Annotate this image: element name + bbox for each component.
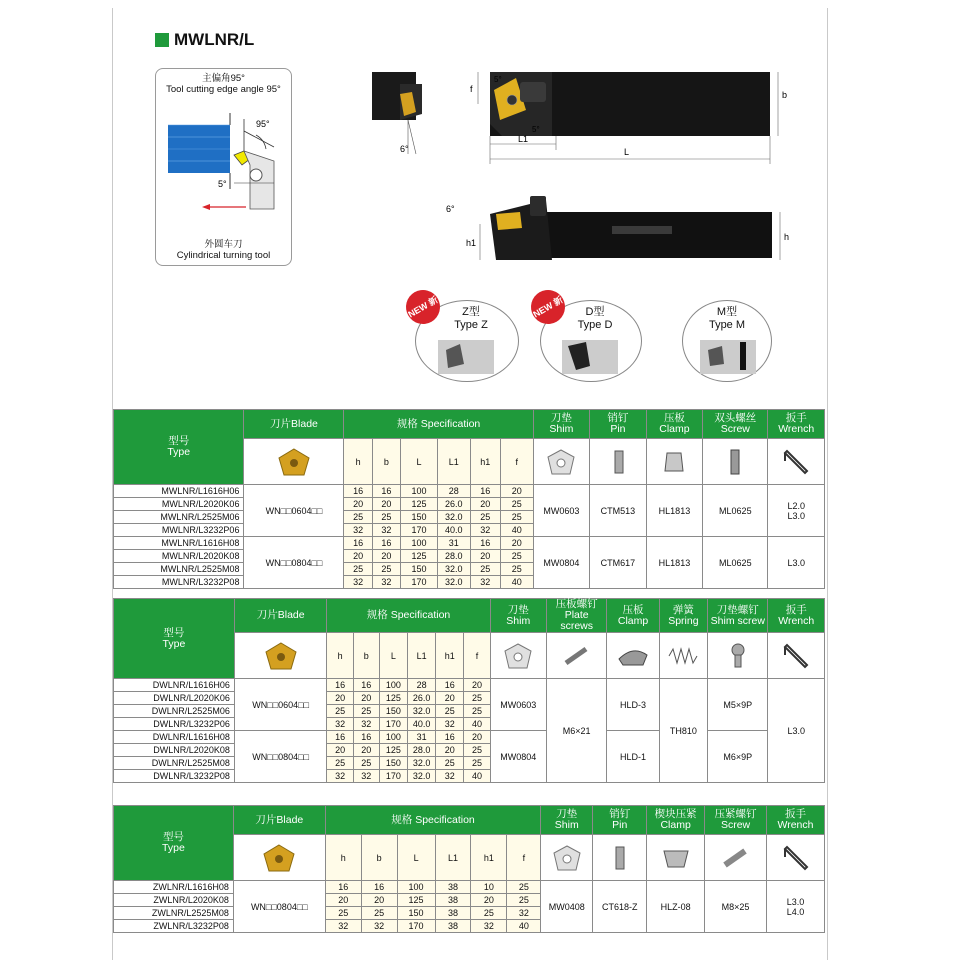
table-zwlnr-body [114, 881, 825, 933]
spec-b: 25 [353, 705, 379, 718]
spec-f: 25 [464, 757, 490, 770]
spec-h1: 32 [436, 770, 464, 783]
type-code: ZWLNR/L2020K08 [114, 894, 234, 907]
spec-h: 16 [325, 881, 361, 894]
spec-h1: 20 [436, 744, 464, 757]
table-dwlnr [113, 598, 825, 783]
col-L: L [401, 439, 438, 485]
type-header: 型号 Type [114, 806, 234, 881]
spec-b: 16 [353, 731, 379, 744]
spec-L1: 32.0 [437, 511, 470, 524]
screw-icon [705, 835, 767, 881]
type-code: MWLNR/L3232P06 [114, 524, 244, 537]
spec-h: 32 [327, 718, 353, 731]
shim-code: MW0603 [490, 679, 546, 731]
title-marker [155, 33, 169, 47]
spec-h: 25 [327, 757, 353, 770]
spec-h: 25 [344, 563, 372, 576]
table-mwlnr-body [114, 485, 825, 589]
spec-h: 20 [344, 498, 372, 511]
spec-L: 125 [379, 744, 407, 757]
shim-screw-icon [708, 633, 768, 679]
spec-f: 25 [464, 744, 490, 757]
plate-screw-icon [546, 633, 606, 679]
spec-L1: 40.0 [408, 718, 436, 731]
spec-h1: 20 [436, 692, 464, 705]
spec-h: 16 [344, 485, 372, 498]
spec-L: 100 [401, 537, 438, 550]
col-h: h [344, 439, 372, 485]
spec-f: 25 [464, 705, 490, 718]
shim-icon [490, 633, 546, 679]
wrench-header: 扳手 Wrench [768, 599, 825, 633]
blade-code: WN□□0804□□ [233, 881, 325, 933]
spec-L: 100 [379, 731, 407, 744]
col-f: f [464, 633, 490, 679]
spec-h1: 20 [471, 894, 507, 907]
pin-icon [590, 439, 647, 485]
col-b: b [353, 633, 379, 679]
col-L: L [397, 835, 435, 881]
type-header: 型号 Type [114, 410, 244, 485]
wrench-header: 扳手 Wrench [767, 806, 825, 835]
spec-f: 25 [507, 881, 541, 894]
spec-L: 170 [397, 920, 435, 933]
spec-L: 150 [397, 907, 435, 920]
spec-L: 125 [401, 550, 438, 563]
spec-h: 16 [327, 679, 353, 692]
col-h1: h1 [470, 439, 500, 485]
spec-f: 32 [507, 907, 541, 920]
type-z-en: Type Z [454, 319, 488, 331]
spec-L1: 32.0 [408, 770, 436, 783]
plate-screws-header: 压板螺钉 Plate screws [546, 599, 606, 633]
clamp-header: 压板 Clamp [607, 599, 659, 633]
spec-b: 32 [372, 576, 400, 589]
spec-h1: 20 [470, 498, 500, 511]
shim-header: 刀垫 Shim [490, 599, 546, 633]
spec-header: 规格 Specification [327, 599, 490, 633]
table-row [114, 537, 825, 550]
spec-h1: 25 [436, 757, 464, 770]
spec-b: 25 [372, 563, 400, 576]
table-mwlnr [113, 409, 825, 589]
col-L1: L1 [437, 439, 470, 485]
spec-L1: 38 [435, 907, 471, 920]
type-code: DWLNR/L2020K08 [114, 744, 235, 757]
spec-h1: 25 [470, 563, 500, 576]
shim-header: 刀垫 Shim [541, 806, 593, 835]
spec-f: 40 [464, 770, 490, 783]
spec-b: 20 [372, 550, 400, 563]
pin-code: CT618-Z [593, 881, 647, 933]
cutting-angle-detail [155, 68, 292, 266]
type-m-en: Type M [708, 319, 746, 331]
dim-f: f [470, 84, 473, 94]
spec-f: 25 [501, 511, 534, 524]
type-code: DWLNR/L3232P08 [114, 770, 235, 783]
wedge-clamp-icon [647, 835, 705, 881]
type-code: MWLNR/L2020K06 [114, 498, 244, 511]
type-code: DWLNR/L2525M08 [114, 757, 235, 770]
spec-h: 16 [344, 537, 372, 550]
type-code: ZWLNR/L1616H08 [114, 881, 234, 894]
type-code: DWLNR/L1616H06 [114, 679, 235, 692]
spec-L: 170 [401, 576, 438, 589]
spec-b: 16 [372, 537, 400, 550]
spec-L: 100 [379, 679, 407, 692]
blade-code: WN□□0604□□ [234, 679, 327, 731]
spec-f: 25 [501, 563, 534, 576]
angle-5-label: 5° [218, 179, 227, 189]
dim-h: h [784, 232, 790, 242]
screw-icon [703, 439, 768, 485]
type-z-cn: Z型 [462, 306, 480, 318]
spec-header: 规格 Specification [344, 410, 533, 439]
spec-b: 20 [372, 498, 400, 511]
spec-L1: 38 [435, 920, 471, 933]
type-code: ZWLNR/L3232P08 [114, 920, 234, 933]
shim-screw-header: 刀垫螺钉 Shim screw [708, 599, 768, 633]
spec-b: 16 [353, 679, 379, 692]
type-z-icon [432, 336, 502, 376]
screw-code: ML0625 [703, 485, 768, 537]
spec-L: 150 [401, 511, 438, 524]
spec-h1: 32 [470, 524, 500, 537]
spec-L: 170 [401, 524, 438, 537]
spec-h: 32 [325, 920, 361, 933]
type-d-cn: D型 [585, 306, 605, 318]
spec-L1: 28 [437, 485, 470, 498]
spec-f: 40 [464, 718, 490, 731]
spring-icon [659, 633, 707, 679]
spec-L: 170 [379, 718, 407, 731]
spec-L: 150 [379, 757, 407, 770]
table-zwlnr [113, 805, 825, 933]
spec-h: 25 [327, 705, 353, 718]
spec-h: 20 [344, 550, 372, 563]
spec-L1: 32.0 [437, 563, 470, 576]
spec-h1: 25 [470, 511, 500, 524]
shim-header: 刀垫 Shim [533, 410, 590, 439]
title-text: MWLNR/L [174, 30, 255, 49]
spec-h: 32 [344, 524, 372, 537]
spec-L: 100 [397, 881, 435, 894]
spring-header: 弹簧 Spring [659, 599, 707, 633]
angle-95-label: 95° [256, 119, 270, 129]
col-f: f [501, 439, 534, 485]
toolholder-drawings [360, 64, 800, 294]
spec-h: 32 [344, 576, 372, 589]
dim-h1: h1 [466, 238, 477, 248]
dim-5deg-a: 5° [494, 75, 502, 84]
page-title [155, 30, 254, 50]
dim-L: L [624, 147, 630, 157]
spec-h: 25 [325, 907, 361, 920]
blade-header: 刀片Blade [244, 410, 344, 439]
type-code: DWLNR/L2525M06 [114, 705, 235, 718]
clamp-code: HL1813 [646, 485, 703, 537]
type-m-cn: M型 [716, 306, 738, 318]
wrench-icon [768, 439, 825, 485]
shim-code: MW0804 [533, 537, 590, 589]
type-code: DWLNR/L3232P06 [114, 718, 235, 731]
pin-code: CTM513 [590, 485, 647, 537]
type-code: MWLNR/L3232P08 [114, 576, 244, 589]
spec-b: 25 [353, 757, 379, 770]
spec-h1: 32 [436, 718, 464, 731]
spec-f: 25 [507, 894, 541, 907]
type-code: MWLNR/L1616H06 [114, 485, 244, 498]
spec-f: 20 [464, 679, 490, 692]
table-row [114, 731, 825, 744]
blade-header: 刀片Blade [234, 599, 327, 633]
blade-insert-icon [233, 835, 325, 881]
screw-code: M8×25 [705, 881, 767, 933]
spec-b: 16 [372, 485, 400, 498]
pin-header: 销钉 Pin [593, 806, 647, 835]
side-view-body [546, 212, 772, 258]
spec-h1: 20 [470, 550, 500, 563]
spec-h1: 16 [470, 485, 500, 498]
col-b: b [372, 439, 400, 485]
blade-code: WN□□0804□□ [234, 731, 327, 783]
spec-h: 20 [327, 692, 353, 705]
blade-header: 刀片Blade [233, 806, 325, 835]
table-dwlnr-body [114, 679, 825, 783]
type-code: MWLNR/L1616H08 [114, 537, 244, 550]
spec-h1: 10 [471, 881, 507, 894]
type-m-icon [694, 336, 764, 376]
type-code: ZWLNR/L2525M08 [114, 907, 234, 920]
col-L1: L1 [435, 835, 471, 881]
clamp-code: HLD-3 [607, 679, 659, 731]
spec-h: 20 [325, 894, 361, 907]
spec-f: 20 [464, 731, 490, 744]
spec-f: 40 [507, 920, 541, 933]
table-row [114, 485, 825, 498]
screw-header: 压紧螺钉 Screw [705, 806, 767, 835]
clamp-code: HLD-1 [607, 731, 659, 783]
blade-code: WN□□0604□□ [244, 485, 344, 537]
turning-diagram [156, 99, 291, 239]
clamp-header: 楔块压紧 Clamp [647, 806, 705, 835]
dim-6deg-side: 6° [446, 204, 455, 214]
spec-h: 25 [344, 511, 372, 524]
type-d-en: Type D [577, 319, 613, 331]
spec-h1: 32 [471, 920, 507, 933]
spec-L1: 32.0 [408, 757, 436, 770]
spec-b: 32 [372, 524, 400, 537]
clamp-icon [646, 439, 703, 485]
spec-h1: 25 [471, 907, 507, 920]
spec-b: 20 [361, 894, 397, 907]
spec-h: 32 [327, 770, 353, 783]
spec-b: 32 [353, 770, 379, 783]
tool-label-cn: 外圆车刀 [204, 239, 243, 250]
spec-b: 20 [353, 692, 379, 705]
spec-L: 125 [397, 894, 435, 907]
shim-code: MW0408 [541, 881, 593, 933]
spec-L1: 32.0 [408, 705, 436, 718]
spec-h: 20 [327, 744, 353, 757]
spec-f: 20 [501, 485, 534, 498]
spec-h1: 16 [470, 537, 500, 550]
spec-b: 25 [372, 511, 400, 524]
spec-f: 25 [464, 692, 490, 705]
shim-code: MW0804 [490, 731, 546, 783]
blade-code: WN□□0804□□ [244, 537, 344, 589]
type-d-icon [556, 336, 626, 376]
type-code: MWLNR/L2525M06 [114, 511, 244, 524]
spec-L1: 40.0 [437, 524, 470, 537]
side-view-insert [496, 212, 522, 230]
clamp-code: HL1813 [646, 537, 703, 589]
pin-code: CTM617 [590, 537, 647, 589]
spec-h1: 32 [470, 576, 500, 589]
wrench-icon [767, 835, 825, 881]
dim-b: b [782, 90, 788, 100]
spec-L: 100 [401, 485, 438, 498]
spec-L1: 26.0 [437, 498, 470, 511]
spec-h: 16 [327, 731, 353, 744]
type-code: DWLNR/L1616H08 [114, 731, 235, 744]
spec-b: 20 [353, 744, 379, 757]
tool-label-en: Cylindrical turning tool [176, 250, 271, 261]
spec-L: 150 [401, 563, 438, 576]
wrench-code: L3.0 [768, 679, 825, 783]
clamp-header: 压板 Clamp [646, 410, 703, 439]
spring-code: TH810 [659, 679, 707, 783]
pin-icon [593, 835, 647, 881]
col-f: f [507, 835, 541, 881]
type-code: MWLNR/L2525M08 [114, 563, 244, 576]
spec-b: 16 [361, 881, 397, 894]
spec-L1: 28.0 [437, 550, 470, 563]
blade-insert-icon [234, 633, 327, 679]
spec-L1: 38 [435, 881, 471, 894]
dim-5deg-b: 5° [532, 125, 540, 134]
spec-L1: 26.0 [408, 692, 436, 705]
shim-code: MW0603 [533, 485, 590, 537]
spec-b: 32 [353, 718, 379, 731]
shim-screw-code: M5×9P [708, 679, 768, 731]
type-header: 型号 Type [114, 599, 235, 679]
spec-L: 125 [379, 692, 407, 705]
spec-f: 40 [501, 524, 534, 537]
wrench-header: 扳手 Wrench [768, 410, 825, 439]
col-h: h [325, 835, 361, 881]
new-ribbon-d: NEW 新 [525, 284, 571, 330]
spec-L1: 28 [408, 679, 436, 692]
spec-h1: 16 [436, 679, 464, 692]
spec-L: 170 [379, 770, 407, 783]
spec-b: 25 [361, 907, 397, 920]
spec-header: 规格 Specification [325, 806, 541, 835]
shim-icon [533, 439, 590, 485]
wrench-code: L3.0 [768, 537, 825, 589]
wrench-code: L2.0 L3.0 [768, 485, 825, 537]
type-z-label [446, 306, 496, 332]
wrench-code: L3.0 L4.0 [767, 881, 825, 933]
pin-header: 销钉 Pin [590, 410, 647, 439]
clamp-icon [607, 633, 659, 679]
type-code: MWLNR/L2020K08 [114, 550, 244, 563]
angle-label-en: Tool cutting edge angle 95° [166, 84, 281, 95]
type-m-label [700, 306, 754, 332]
wrench-icon [768, 633, 825, 679]
type-code: DWLNR/L2020K06 [114, 692, 235, 705]
clamp-code: HLZ-08 [647, 881, 705, 933]
spec-L1: 28.0 [408, 744, 436, 757]
spec-L1: 38 [435, 894, 471, 907]
spec-f: 25 [501, 550, 534, 563]
table-row [114, 679, 825, 692]
table-row [114, 881, 825, 894]
spec-f: 40 [501, 576, 534, 589]
angle-label-cn: 主偏角95° [202, 73, 245, 84]
type-d-label [568, 306, 622, 332]
spec-L1: 31 [408, 731, 436, 744]
spec-L: 125 [401, 498, 438, 511]
spec-L: 150 [379, 705, 407, 718]
col-L: L [379, 633, 407, 679]
col-h1: h1 [471, 835, 507, 881]
spec-h1: 25 [436, 705, 464, 718]
spec-L1: 31 [437, 537, 470, 550]
screw-header: 双头螺丝 Screw [703, 410, 768, 439]
spec-f: 20 [501, 537, 534, 550]
screw-code: ML0625 [703, 537, 768, 589]
spec-b: 32 [361, 920, 397, 933]
shim-screw-code: M6×9P [708, 731, 768, 783]
col-b: b [361, 835, 397, 881]
blade-insert-icon [244, 439, 344, 485]
plate-screw-code: M6×21 [546, 679, 606, 783]
spec-h1: 16 [436, 731, 464, 744]
new-ribbon-z: NEW 新 [400, 284, 446, 330]
end-view-angle: 6° [400, 144, 409, 154]
spec-L1: 32.0 [437, 576, 470, 589]
spec-f: 25 [501, 498, 534, 511]
dim-L1: L1 [518, 134, 529, 144]
col-L1: L1 [408, 633, 436, 679]
col-h: h [327, 633, 353, 679]
col-h1: h1 [436, 633, 464, 679]
shim-icon [541, 835, 593, 881]
